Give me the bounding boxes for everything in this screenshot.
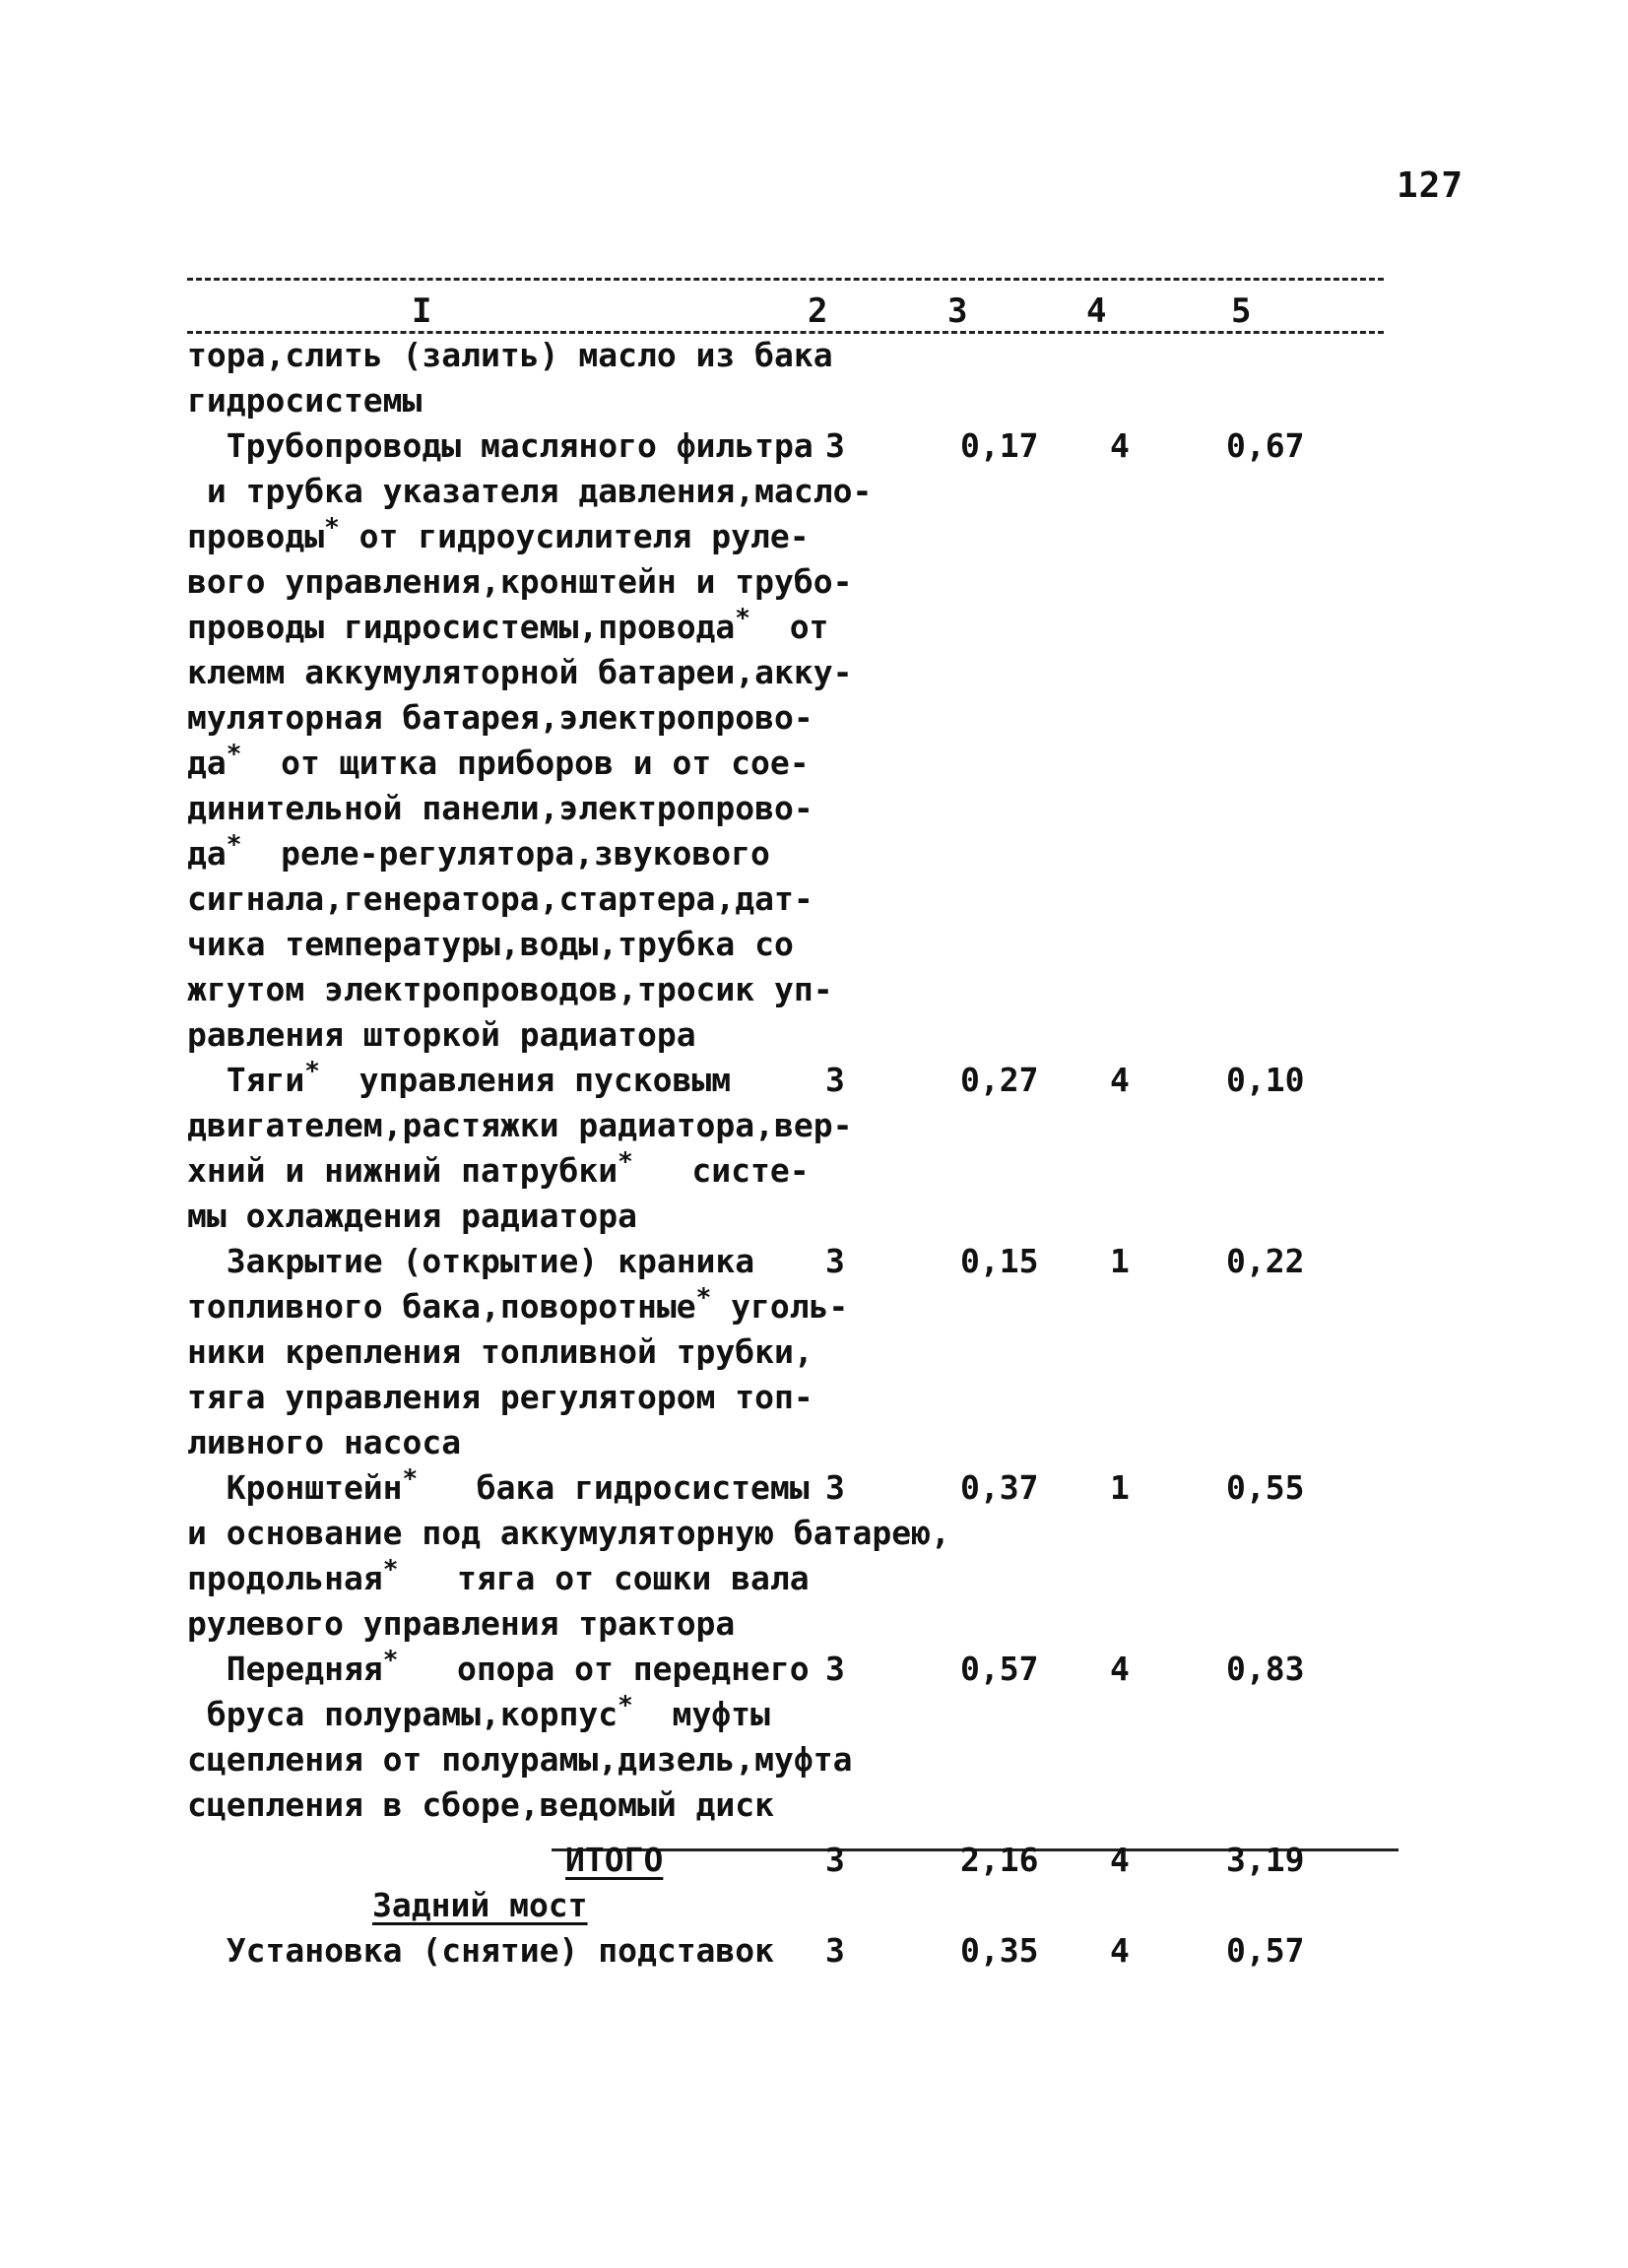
row-3-c2: 3 xyxy=(825,1242,845,1280)
row-3-c5: 0,22 xyxy=(1226,1242,1305,1280)
row-1-line: муляторная батарея,электропрово- xyxy=(187,698,814,737)
row-3-line: топливного бака,поворотные* уголь- xyxy=(187,1283,849,1326)
asterisk-mark: * xyxy=(382,1555,399,1585)
asterisk-mark: * xyxy=(304,1057,320,1086)
asterisk-mark: * xyxy=(618,1147,633,1177)
total-label: ИТОГО xyxy=(565,1841,664,1879)
row-1-line: жгутом электропроводов,тросик уп- xyxy=(187,970,833,1008)
row-1-line: чика температуры,воды,трубка со xyxy=(187,925,794,963)
row-2-c2: 3 xyxy=(825,1061,845,1099)
asterisk-mark: * xyxy=(226,740,242,769)
row-4-line: Кронштейн* бака гидросистемы xyxy=(187,1464,810,1507)
row-1-line: вого управления,кронштейн и трубо- xyxy=(187,562,853,601)
asterisk-mark: * xyxy=(695,1283,712,1313)
row-1-line: динительной панели,электропрово- xyxy=(187,789,814,827)
row-1-c2: 3 xyxy=(825,426,845,465)
asterisk-mark: * xyxy=(618,1691,633,1720)
row-2-line: мы охлаждения радиатора xyxy=(187,1197,637,1235)
row-4-c4: 1 xyxy=(1110,1468,1130,1507)
row-1-c4: 4 xyxy=(1110,426,1130,465)
row-3-c3: 0,15 xyxy=(960,1242,1039,1280)
row-5-c3: 0,57 xyxy=(960,1650,1039,1688)
row-4-line: рулевого управления трактора xyxy=(187,1604,736,1643)
row-1-line: проводы гидросистемы,провода* от xyxy=(187,604,829,646)
row-3-c4: 1 xyxy=(1110,1242,1130,1280)
row-2-c5: 0,10 xyxy=(1226,1061,1305,1099)
row-1-line: да* реле-регулятора,звукового xyxy=(187,830,770,873)
last-row-col5: 0,57 xyxy=(1226,1931,1305,1970)
row-5-line: сцепления в сборе,ведомый диск xyxy=(187,1785,775,1824)
total-col5: 3,19 xyxy=(1226,1841,1305,1879)
asterisk-mark: * xyxy=(382,1646,399,1675)
row-5-line: сцепления от полурамы,дизель,муфта xyxy=(187,1740,853,1779)
row-1-line: клемм аккумуляторной батареи,акку- xyxy=(187,653,853,691)
row-0-line: тора,слить (залить) масло из бака xyxy=(187,336,833,374)
header-col4: 4 xyxy=(1086,292,1107,331)
asterisk-mark: * xyxy=(735,604,750,633)
total-col3: 2,16 xyxy=(960,1841,1039,1879)
last-row-col2: 3 xyxy=(825,1931,845,1970)
asterisk-mark: * xyxy=(324,513,340,543)
row-5-c2: 3 xyxy=(825,1650,845,1688)
row-5-c4: 4 xyxy=(1110,1650,1130,1688)
row-1-line: Трубопроводы масляного фильтра xyxy=(187,426,814,465)
row-4-line: продольная* тяга от сошки вала xyxy=(187,1555,810,1597)
row-2-line: двигателем,растяжки радиатора,вер- xyxy=(187,1106,853,1144)
row-1-line: проводы* от гидроусилителя руле- xyxy=(187,513,810,555)
row-3-line: тяга управления регулятором топ- xyxy=(187,1378,814,1416)
row-1-c3: 0,17 xyxy=(960,426,1039,465)
section-title: Задний мост xyxy=(372,1886,588,1924)
row-3-line: ники крепления топливной трубки, xyxy=(187,1332,814,1371)
row-3-line: Закрытие (открытие) краника xyxy=(187,1242,755,1280)
row-2-line: Тяги* управления пусковым xyxy=(187,1057,732,1099)
row-5-line: бруса полурамы,корпус* муфты xyxy=(187,1691,770,1733)
row-4-c2: 3 xyxy=(825,1468,845,1507)
header-col5: 5 xyxy=(1231,292,1252,331)
row-3-line: ливного насоса xyxy=(187,1423,462,1461)
row-5-line: Передняя* опора от переднего xyxy=(187,1646,810,1688)
table-header xyxy=(0,292,1628,335)
row-4-line: и основание под аккумуляторную батарею, xyxy=(187,1514,950,1552)
row-4-c5: 0,55 xyxy=(1226,1468,1305,1507)
row-2-line: хний и нижний патрубки* систе- xyxy=(187,1147,810,1190)
asterisk-mark: * xyxy=(402,1464,419,1494)
row-5-c5: 0,83 xyxy=(1226,1650,1305,1688)
header-col3: 3 xyxy=(947,292,968,331)
last-row-text: Установка (снятие) подставок xyxy=(187,1931,775,1970)
row-1-c5: 0,67 xyxy=(1226,426,1305,465)
row-1-line: да* от щитка приборов и от сое- xyxy=(187,740,810,782)
row-0-line: гидросистемы xyxy=(187,381,423,420)
last-row-col4: 4 xyxy=(1110,1931,1130,1970)
row-1-line: и трубка указателя давления,масло- xyxy=(187,472,873,510)
total-col2: 3 xyxy=(825,1841,845,1879)
page-number: 127 xyxy=(1397,165,1465,206)
row-2-c4: 4 xyxy=(1110,1061,1130,1099)
last-row-col3: 0,35 xyxy=(960,1931,1039,1970)
row-1-line: сигнала,генератора,стартера,дат- xyxy=(187,879,814,918)
row-1-line: равления шторкой радиатора xyxy=(187,1015,696,1054)
row-4-c3: 0,37 xyxy=(960,1468,1039,1507)
total-col4: 4 xyxy=(1110,1841,1130,1879)
row-2-c3: 0,27 xyxy=(960,1061,1039,1099)
header-col2: 2 xyxy=(808,292,828,331)
asterisk-mark: * xyxy=(226,830,242,860)
header-top-rule xyxy=(187,278,1384,281)
header-col1: I xyxy=(412,292,432,331)
